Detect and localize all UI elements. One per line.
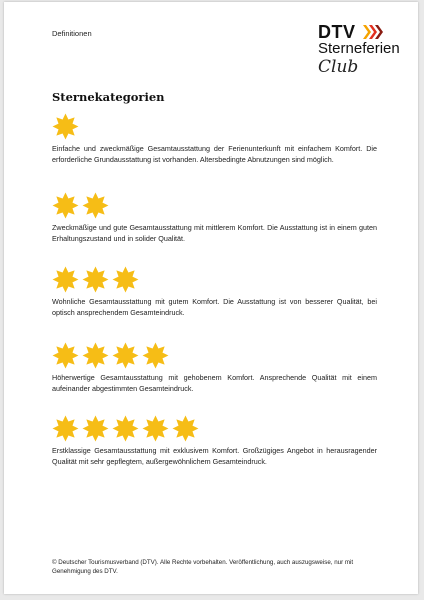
logo-chevrons-icon	[363, 25, 385, 39]
star-icon	[52, 266, 79, 293]
star-rating	[52, 415, 377, 443]
star-rating	[52, 342, 377, 370]
category-description: Höherwertige Gesamtausstattung mit gehobenem Komfort. Ansprechende Qualität mit einem aufeinander abgestimmten Gesamteindruck.	[52, 373, 377, 393]
category-description: Einfache und zweckmäßige Gesamtausstattung der Ferienunterkunft mit einfachem Komfort. Die erforderliche Grundausstattung ist vorhanden. Altersbedingte Abnutzungen sind möglich.	[52, 144, 377, 164]
star-rating	[52, 113, 377, 141]
star-icon	[52, 415, 79, 442]
star-icon	[82, 266, 109, 293]
star-icon	[52, 342, 79, 369]
category-3-stars	[52, 266, 377, 318]
star-icon	[82, 415, 109, 442]
document-page	[4, 2, 418, 594]
copyright-footer: © Deutscher Tourismusverband (DTV). Alle Rechte vorbehalten. Veröffentlichung, auch auszugsweise, nur mit Genehmigung des DTV.	[52, 559, 354, 575]
star-icon	[172, 415, 199, 442]
category-2-stars	[52, 192, 377, 244]
star-icon	[82, 192, 109, 219]
page-title: Sternekategorien	[52, 90, 165, 104]
star-icon	[52, 113, 79, 140]
star-rating	[52, 266, 377, 294]
star-rating	[52, 192, 377, 220]
category-1-star	[52, 113, 377, 165]
category-description: Wohnliche Gesamtausstattung mit gutem Komfort. Die Ausstattung ist von besserer Qualität, bei optisch ansprechendem Gesamteindruck.	[52, 297, 377, 317]
star-icon	[112, 415, 139, 442]
star-icon	[52, 192, 79, 219]
category-description: Erstklassige Gesamtausstattung mit exklusivem Komfort. Großzügiges Angebot in herausragender Qualität mit sehr gepflegtem, außergewöhnlichem Gesamteindruck.	[52, 446, 377, 466]
star-icon	[112, 342, 139, 369]
category-description: Zweckmäßige und gute Gesamtausstattung mit mittlerem Komfort. Die Ausstattung ist in einem guten Erhaltungszustand und in solider Qualität.	[52, 223, 377, 243]
star-icon	[142, 415, 169, 442]
logo-text-club: Club	[318, 57, 359, 77]
logo-text-sterneferien: Sterneferien	[318, 40, 400, 57]
section-label: Definitionen	[52, 29, 92, 38]
dtv-logo	[318, 22, 408, 82]
star-icon	[82, 342, 109, 369]
star-icon	[142, 342, 169, 369]
logo-text-dtv: DTV	[318, 22, 356, 42]
category-4-stars	[52, 342, 377, 394]
category-5-stars	[52, 415, 377, 467]
star-icon	[112, 266, 139, 293]
